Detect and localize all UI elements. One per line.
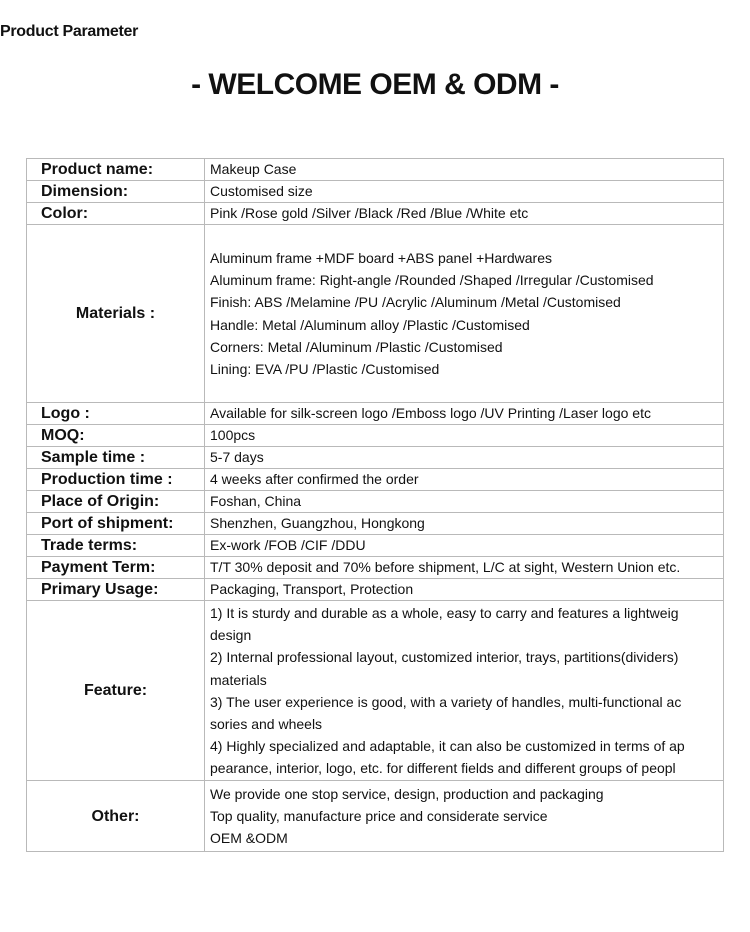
row-label: Payment Term: — [27, 557, 205, 579]
table-row — [27, 579, 724, 601]
materials-line: Aluminum frame +MDF board +ABS panel +Hardwares — [210, 250, 552, 266]
materials-line: Handle: Metal /Aluminum alloy /Plastic /Customised — [210, 316, 530, 333]
other-value — [205, 781, 724, 852]
materials-line: Corners: Metal /Aluminum /Plastic /Customised — [210, 338, 503, 355]
row-label: Production time : — [27, 469, 205, 491]
feature-line: pearance, interior, logo, etc. for different fields and different groups of peopl — [210, 760, 676, 777]
row-label: Product name: — [27, 159, 205, 181]
feature-line: 1) It is sturdy and durable as a whole, easy to carry and features a lightweig — [210, 604, 679, 621]
row-label: Color: — [27, 203, 205, 225]
materials-label: Materials : — [27, 225, 205, 403]
row-label: Primary Usage: — [27, 579, 205, 601]
other-line: Top quality, manufacture price and considerate service — [210, 808, 548, 825]
materials-line: Lining: EVA /PU /Plastic /Customised — [210, 361, 440, 378]
table-row — [27, 159, 724, 181]
welcome-banner: - WELCOME OEM & ODM - — [191, 68, 559, 101]
row-value: 100pcs — [205, 425, 724, 447]
row-value: Makeup Case — [205, 159, 724, 181]
table-row-materials — [27, 225, 724, 403]
table-row — [27, 181, 724, 203]
feature-line: materials — [210, 671, 267, 688]
table-row-other — [27, 781, 724, 852]
other-line: OEM &ODM — [210, 830, 288, 847]
table-row — [27, 203, 724, 225]
row-value: Packaging, Transport, Protection — [205, 579, 724, 601]
feature-line: 2) Internal professional layout, customized interior, trays, partitions(dividers) — [210, 649, 679, 666]
row-label: MOQ: — [27, 425, 205, 447]
table-row — [27, 513, 724, 535]
materials-line: Finish: ABS /Melamine /PU /Acrylic /Aluminum /Metal /Customised — [210, 294, 621, 311]
materials-value — [205, 225, 724, 403]
row-label: Logo : — [27, 403, 205, 425]
table-row — [27, 535, 724, 557]
row-value: Foshan, China — [205, 491, 724, 513]
feature-line: 3) The user experience is good, with a variety of handles, multi-functional ac — [210, 693, 682, 710]
row-value: Available for silk-screen logo /Emboss logo /UV Printing /Laser logo etc — [205, 403, 724, 425]
row-value: Customised size — [205, 181, 724, 203]
table-row — [27, 557, 724, 579]
row-label: Port of shipment: — [27, 513, 205, 535]
materials-line: Aluminum frame: Right-angle /Rounded /Shaped /Irregular /Customised — [210, 272, 654, 289]
row-value: 5-7 days — [205, 447, 724, 469]
feature-line: sories and wheels — [210, 715, 323, 732]
table-row — [27, 425, 724, 447]
row-label: Dimension: — [27, 181, 205, 203]
table-row — [27, 403, 724, 425]
table-row — [27, 469, 724, 491]
feature-label: Feature: — [27, 601, 205, 781]
row-value: 4 weeks after confirmed the order — [205, 469, 724, 491]
feature-line: design — [210, 627, 252, 644]
page-heading: Product Parameter — [0, 23, 139, 40]
feature-line: 4) Highly specialized and adaptable, it can also be customized in terms of ap — [210, 738, 685, 755]
table-row-feature — [27, 601, 724, 781]
other-label: Other: — [27, 781, 205, 852]
row-value: Shenzhen, Guangzhou, Hongkong — [205, 513, 724, 535]
product-parameter-table — [26, 158, 724, 852]
table-row — [27, 491, 724, 513]
row-value: T/T 30% deposit and 70% before shipment, L/C at sight, Western Union etc. — [205, 557, 724, 579]
feature-value — [205, 601, 724, 781]
table-row — [27, 447, 724, 469]
row-value: Pink /Rose gold /Silver /Black /Red /Blue /White etc — [205, 203, 724, 225]
row-label: Place of Origin: — [27, 491, 205, 513]
row-label: Trade terms: — [27, 535, 205, 557]
row-label: Sample time : — [27, 447, 205, 469]
other-line: We provide one stop service, design, production and packaging — [210, 785, 604, 802]
row-value: Ex-work /FOB /CIF /DDU — [205, 535, 724, 557]
